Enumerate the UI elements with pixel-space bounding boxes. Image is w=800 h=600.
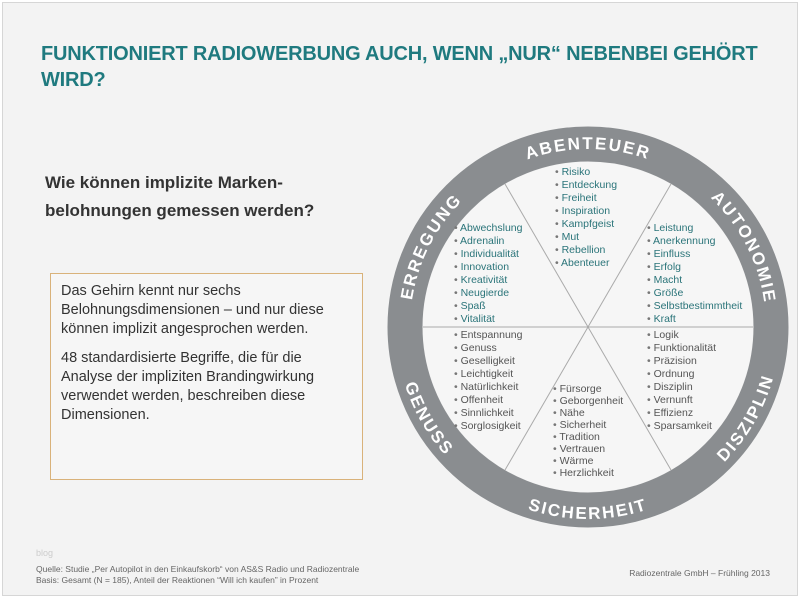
list-item: • Mut	[555, 231, 617, 244]
list-item: • Geborgenheit	[553, 395, 623, 407]
list-item: • Fürsorge	[553, 383, 623, 395]
dimension-disziplin: DISZIPLIN	[713, 372, 778, 466]
list-item: • Geselligkeit	[454, 355, 522, 368]
dimension-sicherheit: SICHERHEIT	[526, 494, 650, 524]
list-item: • Sinnlichkeit	[454, 407, 522, 420]
list-item: • Macht	[647, 274, 742, 287]
list-item: • Sparsamkeit	[647, 420, 716, 433]
list-item: • Innovation	[454, 261, 522, 274]
list-item: • Vertrauen	[553, 443, 623, 455]
list-item: • Disziplin	[647, 381, 716, 394]
dimension-autonomie: AUTONOMIE	[707, 187, 780, 305]
info-paragraph-2: 48 standardisierte Begriffe, die für die Analyse der impliziten Brandingwirkung verwendet werden, beschreiben diese Dimensionen.	[61, 350, 315, 423]
list-item: • Nähe	[553, 407, 623, 419]
list-item: • Herzlichkeit	[553, 467, 623, 479]
list-erregung	[454, 222, 522, 326]
list-autonomie	[647, 222, 742, 326]
list-item: • Abenteuer	[555, 257, 617, 270]
list-item: • Wärme	[553, 455, 623, 467]
source-line-1: Quelle: Studie „Per Autopilot in den Einkaufskorb“ von AS&S Radio und Radiozentrale	[36, 564, 360, 574]
list-item: • Leichtigkeit	[454, 368, 522, 381]
dimension-genuss: GENUSS	[400, 379, 458, 460]
blog-watermark: blog	[36, 548, 54, 558]
list-disziplin	[647, 329, 716, 433]
list-item: • Erfolg	[647, 261, 742, 274]
dimension-erregung: ERREGUNG	[397, 189, 466, 302]
list-item: • Freiheit	[555, 192, 617, 205]
list-abenteuer	[555, 166, 617, 270]
list-item: • Kampfgeist	[555, 218, 617, 231]
list-item: • Spaß	[454, 300, 522, 313]
list-item: • Einfluss	[647, 248, 742, 261]
slide-title: FUNKTIONIERT RADIOWERBUNG AUCH, WENN „NUR“ NEBENBEI GEHÖRT WIRD?	[41, 43, 758, 91]
list-item: • Logik	[647, 329, 716, 342]
list-item: • Offenheit	[454, 394, 522, 407]
source-line-2: Basis: Gesamt (N = 185), Anteil der Reaktionen “Will ich kaufen” in Prozent	[36, 575, 319, 585]
list-item: • Größe	[647, 287, 742, 300]
list-item: • Kraft	[647, 313, 742, 326]
list-item: • Vitalität	[454, 313, 522, 326]
list-item: • Risiko	[555, 166, 617, 179]
list-item: • Rebellion	[555, 244, 617, 257]
list-item: • Präzision	[647, 355, 716, 368]
list-item: • Entspannung	[454, 329, 522, 342]
footer-credit: Radiozentrale GmbH – Frühling 2013	[629, 568, 770, 578]
list-item: • Ordnung	[647, 368, 716, 381]
list-item: • Selbstbestimmtheit	[647, 300, 742, 313]
list-item: • Anerkennung	[647, 235, 742, 248]
list-item: • Sicherheit	[553, 419, 623, 431]
list-item: • Tradition	[553, 431, 623, 443]
list-item: • Adrenalin	[454, 235, 522, 248]
list-item: • Funktionalität	[647, 342, 716, 355]
list-item: • Leistung	[647, 222, 742, 235]
question-heading: Wie können implizite Marken-belohnungen gemessen werden?	[45, 173, 315, 220]
list-item: • Abwechslung	[454, 222, 522, 235]
source-note	[36, 564, 359, 586]
list-item: • Kreativität	[454, 274, 522, 287]
list-item: • Individualität	[454, 248, 522, 261]
list-item: • Inspiration	[555, 205, 617, 218]
list-item: • Effizienz	[647, 407, 716, 420]
list-item: • Neugierde	[454, 287, 522, 300]
list-item: • Sorglosigkeit	[454, 420, 522, 433]
info-paragraph-1: Das Gehirn kennt nur sechs Belohnungsdimensionen – und nur diese können implizit angesprochen werden.	[61, 283, 324, 337]
list-item: • Entdeckung	[555, 179, 617, 192]
list-genuss	[454, 329, 522, 433]
list-sicherheit	[553, 383, 623, 479]
dimension-abenteuer: ABENTEUER	[522, 133, 654, 164]
list-item: • Genuss	[454, 342, 522, 355]
list-item: • Vernunft	[647, 394, 716, 407]
list-item: • Natürlichkeit	[454, 381, 522, 394]
